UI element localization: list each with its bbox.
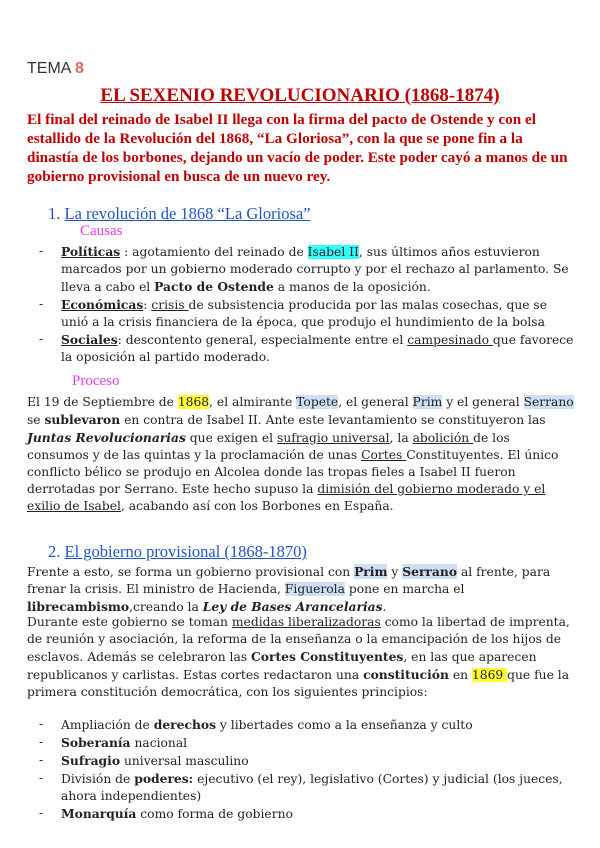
text: , el general (338, 395, 413, 409)
bold-term: sublevaron (44, 412, 121, 427)
list-item (27, 243, 575, 296)
highlight-name: Prim (412, 395, 443, 409)
bold-term: constitución (363, 667, 449, 682)
text: Frente a esto, se forma un gobierno provisional con (27, 565, 355, 579)
gobierno-paragraph-2 (27, 614, 575, 701)
text: ejecutivo (el rey), legislativo (Cortes) y judicial (los jueces, ahora independientes) (61, 772, 563, 803)
highlight-name: Prim (354, 564, 388, 579)
text: ,creando la (129, 600, 203, 614)
underlined-term: campesinado (407, 333, 493, 347)
text: como la libertad de imprenta, de reunión y asociación, la reforma de la enseñanza o la emancipación de los hijos de esclavos. Además se celebraron las (27, 615, 570, 664)
text: que fue la primera constitución democrática, con los siguientes principios: (27, 668, 570, 699)
section2-heading (48, 542, 307, 562)
causa-text: : agotamiento del reinado de (120, 245, 308, 259)
gobierno-paragraph-1 (27, 563, 575, 616)
bold-term: Soberanía (61, 735, 131, 750)
text: , acabando así con los Borbones en España. (120, 499, 394, 513)
causa-text: de subsistencia producida por las malas cosechas, que se unió a la crisis financiera de la época, que produjo el hundimiento de la bolsa (61, 298, 548, 329)
bold-term: librecambismo (27, 599, 130, 614)
underlined-term: abolición (412, 431, 474, 445)
causa-term: Políticas (61, 244, 121, 259)
text: Durante este gobierno se toman (27, 615, 232, 629)
highlight-name: Serrano (402, 564, 458, 579)
section2-number: 2. (48, 542, 61, 561)
text: se (27, 413, 45, 427)
causa-text: que favorece la oposición al partido moderado. (61, 333, 574, 364)
list-item (27, 331, 575, 366)
bold-term: derechos (153, 717, 217, 732)
underlined-term: dimisión del gobierno moderado y el exilio de Isabel (27, 482, 546, 513)
underlined-term: Cortes (361, 448, 407, 462)
tema-label (27, 60, 84, 78)
highlight-name: Topete (296, 395, 339, 409)
bold-term: Pacto de Ostende (154, 279, 274, 294)
text: Ampliación de (61, 718, 154, 732)
proceso-subheading: Proceso (72, 373, 120, 389)
section1-heading (48, 204, 311, 224)
text: , la (389, 431, 413, 445)
text: . (382, 600, 387, 614)
causa-text: , sus últimos años estuvieron marcados por un gobierno moderado corrupto y por el rechazo al parlamento. Se lleva a cabo el (61, 245, 569, 294)
text: en (448, 668, 472, 682)
underlined-term: medidas liberalizadoras (231, 615, 381, 629)
text: El 19 de Septiembre de (27, 395, 178, 409)
proceso-paragraph (27, 394, 575, 515)
underlined-term: sufragio universal (277, 431, 390, 445)
highlight-year: 1868 (177, 395, 210, 409)
causa-text: a manos de la oposición. (273, 280, 431, 294)
bold-term: Monarquía (61, 806, 137, 821)
text: Constituyentes. El único conflicto bélico se produjo en Alcolea donde las tropas fieles a Isabel II fueron derrotadas por Serrano. Este hecho supuso la (27, 448, 559, 496)
highlight-text: Isabel II (307, 245, 359, 259)
list-item (27, 716, 575, 734)
text: pone en marcha el (344, 582, 465, 596)
text: que exigen el (185, 431, 278, 445)
text: División de (61, 772, 135, 786)
causa-text: : (143, 298, 152, 312)
tema-text: TEMA (27, 60, 71, 77)
list-item (27, 734, 575, 752)
bold-term: Sufragio (61, 753, 121, 768)
causas-subheading: Causas (80, 223, 123, 239)
text: , en las que aparecen republicanos y carlistas. Estas cortes redactaron una (27, 650, 537, 682)
intro-paragraph: El final del reinado de Isabel II llega con la firma del pacto de Ostende y con el estallido de la Revolución del 1868, “La Gloriosa”, con la que se pone fin a la dinastía de los borbones, dejando un vacío de poder. Este poder cayó a manos de un gobierno provisional en busca de un nuevo rey. (27, 111, 568, 185)
text: en contra de Isabel II. Ante este levantamiento se constituyeron las (120, 413, 546, 427)
highlight-name: Serrano (523, 395, 574, 409)
text: de los consumos y de las quintas y la proclamación de unas (27, 431, 510, 462)
causa-term: Económicas (61, 297, 144, 312)
highlight-year: 1869 (471, 668, 508, 682)
underlined-term: crisis (151, 298, 189, 312)
text: universal masculino (120, 754, 249, 768)
text: , el almirante (209, 395, 297, 409)
bold-term: poderes: (134, 771, 194, 786)
bold-term: Cortes Constituyentes (251, 649, 404, 664)
highlight-name: Figuerola (284, 582, 345, 596)
principios-list (27, 716, 575, 823)
section2-title: El gobierno provisional (1868-1870) (64, 542, 307, 561)
list-item (27, 770, 575, 805)
page-title: EL SEXENIO REVOLUCIONARIO (1868-1874) (100, 85, 500, 106)
list-item (27, 296, 575, 331)
list-item (27, 805, 575, 823)
causa-term: Sociales (61, 332, 118, 347)
causas-list (27, 243, 575, 366)
tema-number: 8 (75, 60, 84, 77)
text: al frente, para frenar la crisis. El ministro de Hacienda, (27, 565, 551, 596)
text: como forma de gobierno (136, 807, 293, 821)
text: nacional (130, 736, 188, 750)
list-item (27, 752, 575, 770)
text: y el general (442, 395, 524, 409)
causa-text: : descontento general, especialmente entre el (117, 333, 408, 347)
bold-italic-term: Ley de Bases Arancelarias (202, 599, 383, 614)
bold-italic-term: Juntas Revolucionarias (27, 430, 186, 445)
section1-number: 1. (48, 204, 61, 223)
text: y (387, 565, 403, 579)
text: y libertades como a la enseñanza y culto (216, 718, 473, 732)
section1-title: La revolución de 1868 “La Gloriosa” (64, 204, 311, 223)
